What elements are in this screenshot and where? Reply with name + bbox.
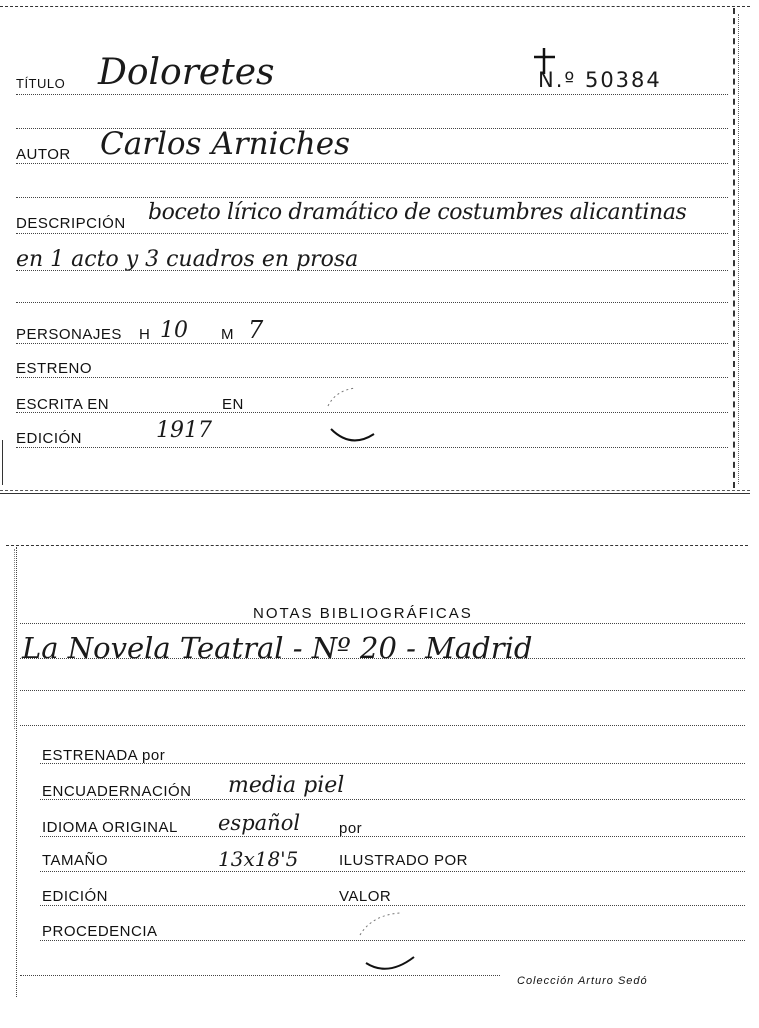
card-top-edge <box>6 545 748 546</box>
m-label: M <box>221 326 234 343</box>
encuadernacion-value: media piel <box>228 773 345 798</box>
personajes-label: PERSONAJES <box>16 326 122 343</box>
card-bottom-edge <box>0 490 750 491</box>
idioma-value: español <box>218 811 301 835</box>
notas-value: La Novela Teatral - Nº 20 - Madrid <box>22 631 533 665</box>
m-value: 7 <box>248 316 264 344</box>
catalog-card-top <box>0 0 759 500</box>
card-left-edge <box>16 547 17 997</box>
en-label: EN <box>222 396 244 413</box>
encuadernacion-label: ENCUADERNACIÓN <box>42 783 192 800</box>
punch-hole-mark <box>350 905 430 985</box>
catalog-card-bottom <box>0 535 759 1028</box>
notas-title: NOTAS BIBLIOGRÁFICAS <box>253 605 473 622</box>
por-label: por <box>339 820 363 837</box>
tamano-value: 13x18'5 <box>218 847 299 871</box>
numero-value: N.º 50384 <box>538 68 662 92</box>
card-left-edge <box>2 440 3 485</box>
autor-label: AUTOR <box>16 146 71 163</box>
punch-hole-mark <box>316 384 386 454</box>
tamano-label: TAMAÑO <box>42 852 109 869</box>
card-top-edge <box>0 6 750 7</box>
edicion-label: EDICIÓN <box>16 430 83 447</box>
escrita-en-label: ESCRITA EN <box>16 396 110 413</box>
cross-mark <box>530 46 560 76</box>
coleccion-footer: Colección Arturo Sedó <box>517 975 648 987</box>
card-left-speckle <box>2 549 15 729</box>
edicion-value: 1917 <box>156 418 212 443</box>
descripcion-line1: boceto lírico dramático de costumbres alicantinas <box>148 200 687 225</box>
estrenada-label: ESTRENADA por <box>42 747 166 764</box>
estreno-label: ESTRENO <box>16 360 93 377</box>
h-label: H <box>139 326 151 343</box>
card-fold-line <box>0 493 750 494</box>
valor-label: VALOR <box>339 888 392 905</box>
procedencia-label: PROCEDENCIA <box>42 923 158 940</box>
edicion-label: EDICIÓN <box>42 888 109 905</box>
descripcion-line2: en 1 acto y 3 cuadros en prosa <box>16 247 359 272</box>
titulo-label: TÍTULO <box>16 76 66 91</box>
card-right-strip <box>738 14 749 484</box>
idioma-label: IDIOMA ORIGINAL <box>42 819 178 836</box>
ilustrado-label: ILUSTRADO POR <box>339 852 469 869</box>
h-value: 10 <box>160 318 188 343</box>
card-right-edge <box>733 8 735 488</box>
autor-value: Carlos Arniches <box>100 126 351 162</box>
titulo-value: Doloretes <box>98 52 275 93</box>
descripcion-label: DESCRIPCIÓN <box>16 215 126 232</box>
